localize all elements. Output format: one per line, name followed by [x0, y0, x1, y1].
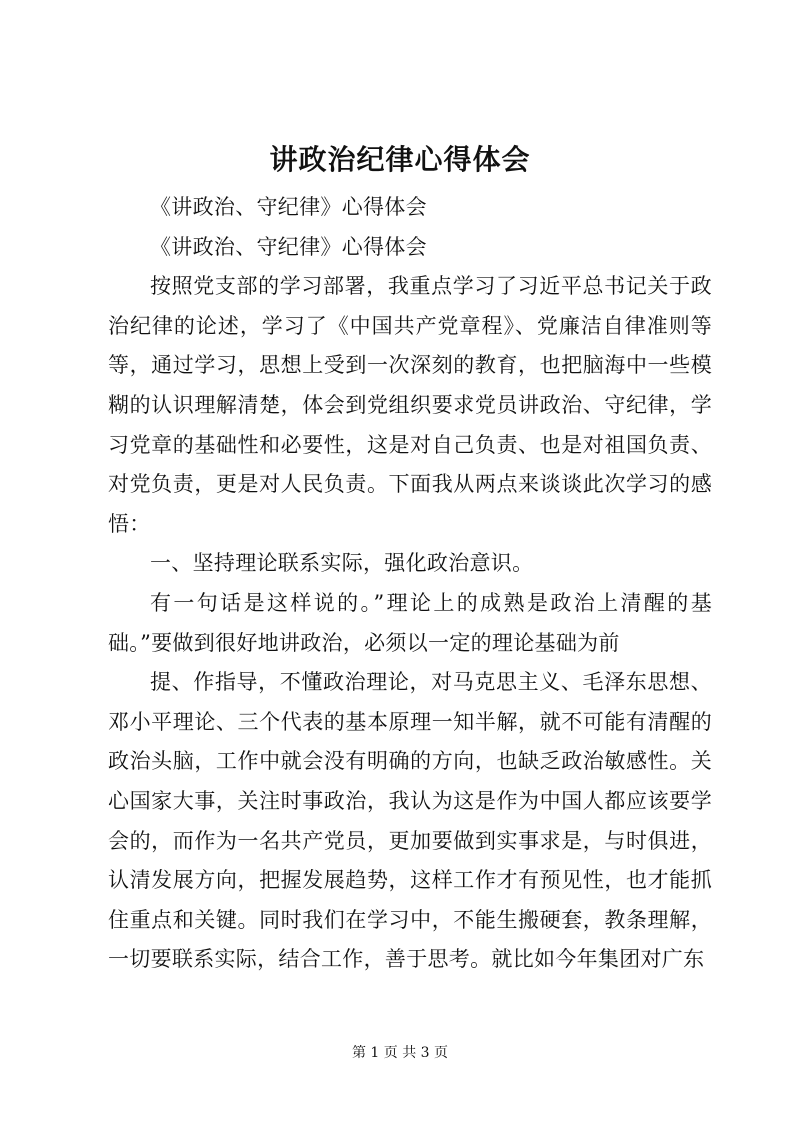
- document-body: [108, 188, 712, 980]
- paragraph-quote: 有一句话是这样说的。”理论上的成熟是政治上清醒的基础。”要做到很好地讲政治，必须以一定的理论基础为前: [108, 590, 712, 655]
- subtitle-line-1: 《讲政治、守纪律》心得体会: [150, 195, 427, 219]
- section-heading-1: 一、坚持理论联系实际，强化政治意识。: [150, 551, 534, 576]
- page-footer: 第 1 页 共 3 页: [351, 1045, 449, 1061]
- subtitle-line-2: 《讲政治、守纪律》心得体会: [150, 234, 427, 259]
- paragraph-intro: 按照党支部的学习部署，我重点学习了习近平总书记关于政治纪律的论述，学习了《中国共产党章程》、党廉洁自律准则等等，通过学习，思想上受到一次深刻的教育，也把脑海中一些模糊的认识理解清楚，体会到党组织要求党员讲政治、守纪律，学习党章的基础性和必要性，这是对自己负责、也是对祖国负责、对党负责，更是对人民负责。下面我从两点来谈谈此次学习的感悟：: [108, 274, 712, 536]
- document-title: 讲政治纪律心得体会: [269, 143, 531, 176]
- paragraph-body: 提、作指导，不懂政治理论，对马克思主义、毛泽东思想、邓小平理论、三个代表的基本原理一知半解，就不可能有清醒的政治头脑，工作中就会没有明确的方向，也缺乏政治敏感性。关心国家大事，关注时事政治，我认为这是作为中国人都应该要学会的，而作为一名共产党员，更加要做到实事求是，与时俱进，认清发展方向，把握发展趋势，这样工作才有预见性，也才能抓住重点和关键。同时我们在学习中，不能生搬硬套，教条理解，一切要联系实际，结合工作，善于思考。就比如今年集团对广东: [108, 670, 712, 972]
